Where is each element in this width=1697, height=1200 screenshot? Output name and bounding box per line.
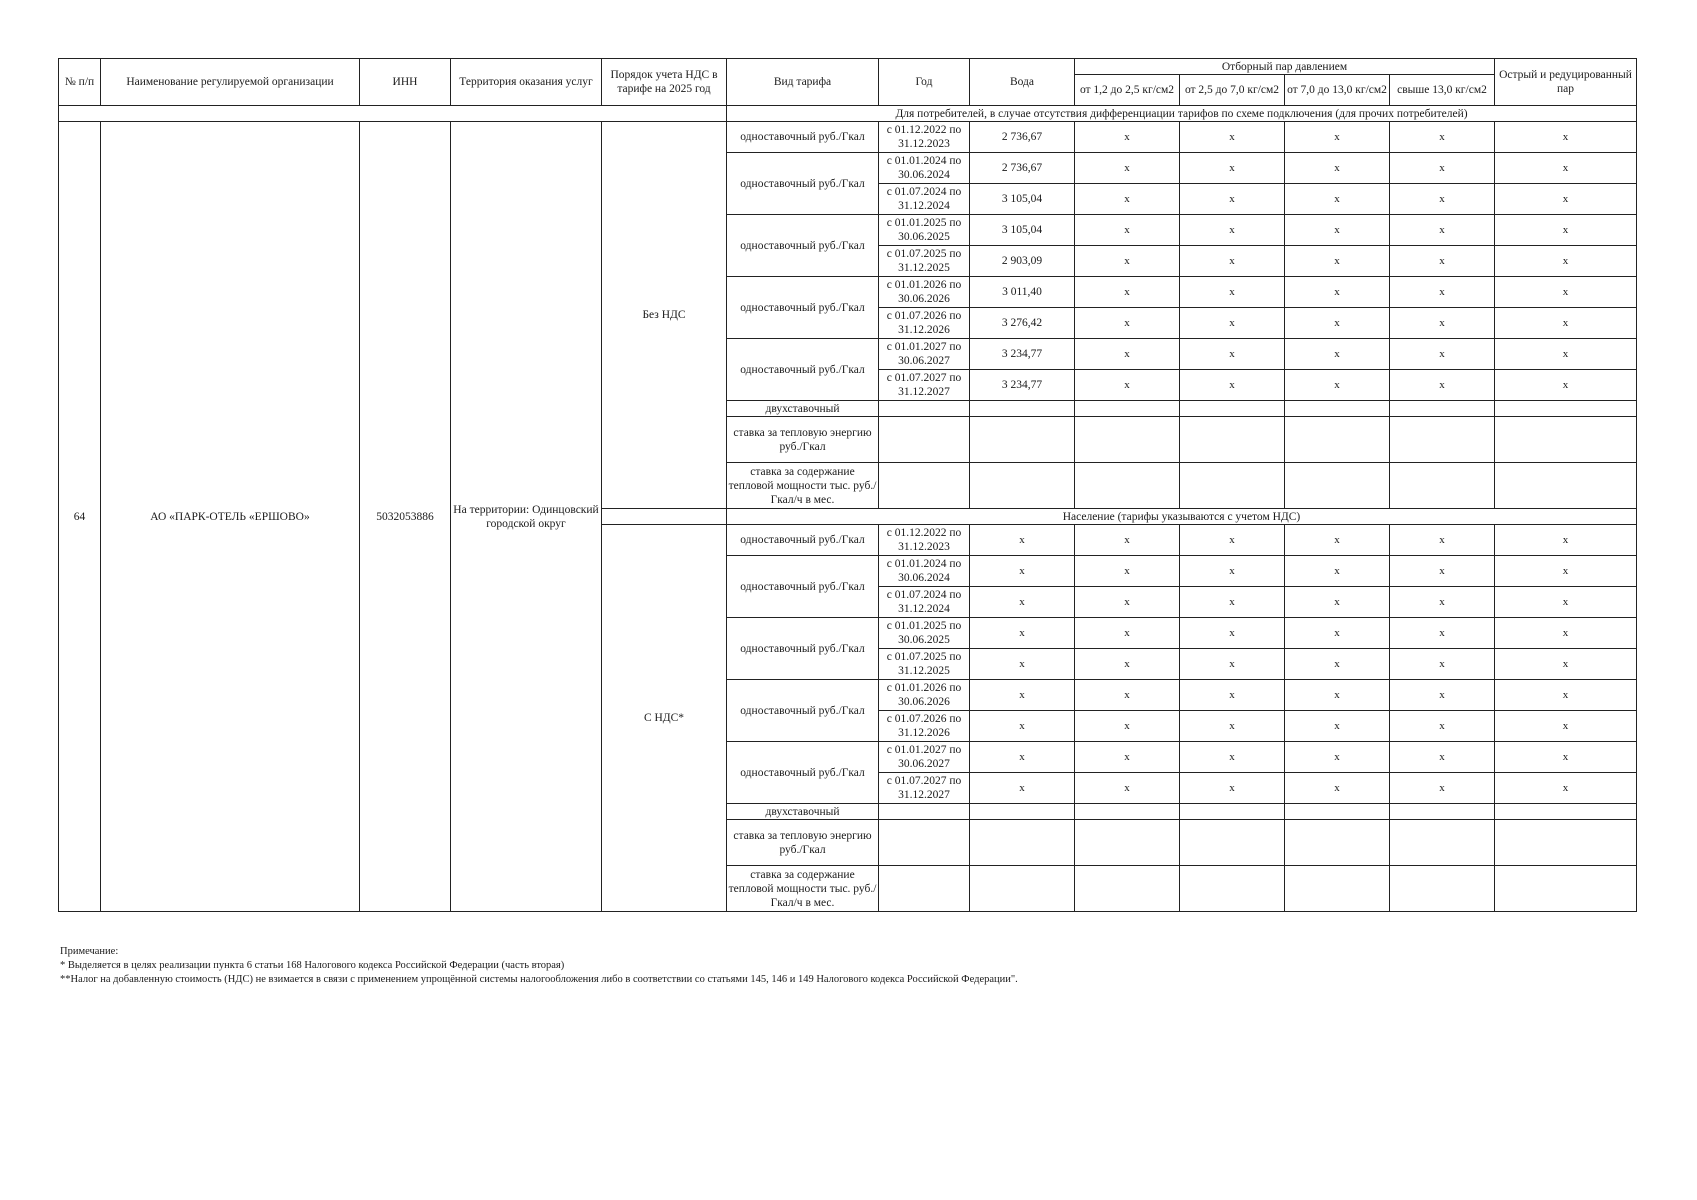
water-value: x <box>970 711 1075 742</box>
blank-cell <box>879 866 970 912</box>
blank-cell <box>1390 820 1495 866</box>
header-org: Наименование регулируемой организации <box>101 59 360 106</box>
period: с 01.01.2024 по 30.06.2024 <box>879 556 970 587</box>
water-value: x <box>970 618 1075 649</box>
empty-value: x <box>1285 649 1390 680</box>
period: с 01.01.2025 по 30.06.2025 <box>879 618 970 649</box>
empty-value: x <box>1390 370 1495 401</box>
blank-cell <box>1075 820 1180 866</box>
blank-cell <box>1390 401 1495 417</box>
water-value: 3 011,40 <box>970 277 1075 308</box>
empty-value: x <box>1390 122 1495 153</box>
header-steam-group: Отборный пар давлением <box>1075 59 1495 75</box>
empty-value: x <box>1390 153 1495 184</box>
empty-value: x <box>1075 773 1180 804</box>
empty-value: x <box>1075 339 1180 370</box>
empty-value: x <box>1180 370 1285 401</box>
empty-value: x <box>1180 711 1285 742</box>
rate-capacity: ставка за содержание тепловой мощности тыс. руб./Гкал/ч в мес. <box>727 866 879 912</box>
blank-cell <box>1075 417 1180 463</box>
empty-value: x <box>1180 215 1285 246</box>
blank-cell <box>1075 804 1180 820</box>
blank-cell <box>879 463 970 509</box>
section-blank <box>59 106 727 122</box>
empty-value: x <box>1390 184 1495 215</box>
water-value: 2 736,67 <box>970 153 1075 184</box>
water-value: x <box>970 773 1075 804</box>
empty-value: x <box>1495 649 1637 680</box>
blank-cell <box>1390 463 1495 509</box>
empty-value: x <box>1390 339 1495 370</box>
water-value: 3 234,77 <box>970 370 1075 401</box>
empty-value: x <box>1285 308 1390 339</box>
notes-title: Примечание: <box>60 946 119 957</box>
tariff-two-rate: двухставочный <box>727 804 879 820</box>
blank-cell <box>1075 401 1180 417</box>
empty-value: x <box>1180 773 1285 804</box>
blank-cell <box>879 417 970 463</box>
empty-value: x <box>1495 277 1637 308</box>
empty-value: x <box>1180 680 1285 711</box>
blank-cell <box>1075 866 1180 912</box>
empty-value: x <box>1285 680 1390 711</box>
org-territory: На территории: Одинцовский городской округ <box>451 122 602 912</box>
org-inn: 5032053886 <box>360 122 451 912</box>
empty-value: x <box>1390 215 1495 246</box>
empty-value: x <box>1075 308 1180 339</box>
blank-cell <box>1390 804 1495 820</box>
tariff-one-rate: одноставочный руб./Гкал <box>727 525 879 556</box>
empty-value: x <box>1285 215 1390 246</box>
empty-value: x <box>1180 184 1285 215</box>
tariff-one-rate: одноставочный руб./Гкал <box>727 742 879 804</box>
blank-cell <box>879 401 970 417</box>
tariff-table <box>58 58 1637 912</box>
blank-cell <box>1495 417 1637 463</box>
blank-cell <box>1495 804 1637 820</box>
empty-value: x <box>1285 711 1390 742</box>
blank-cell <box>1390 866 1495 912</box>
blank-cell <box>1495 866 1637 912</box>
period: с 01.07.2027 по 31.12.2027 <box>879 370 970 401</box>
empty-value: x <box>1285 184 1390 215</box>
blank-cell <box>1180 463 1285 509</box>
empty-value: x <box>1180 246 1285 277</box>
org-name: АО «ПАРК-ОТЕЛЬ «ЕРШОВО» <box>101 122 360 912</box>
empty-value: x <box>1390 618 1495 649</box>
section-population: Население (тарифы указываются с учетом НДС) <box>727 509 1637 525</box>
empty-value: x <box>1285 525 1390 556</box>
blank-cell <box>970 804 1075 820</box>
blank-cell <box>970 820 1075 866</box>
empty-value: x <box>1180 556 1285 587</box>
empty-value: x <box>1495 370 1637 401</box>
tariff-one-rate: одноставочный руб./Гкал <box>727 556 879 618</box>
water-value: 3 276,42 <box>970 308 1075 339</box>
empty-value: x <box>1075 649 1180 680</box>
period: с 01.12.2022 по 31.12.2023 <box>879 122 970 153</box>
empty-value: x <box>1495 587 1637 618</box>
empty-value: x <box>1285 246 1390 277</box>
section-other-consumers: Для потребителей, в случае отсутствия дифференциации тарифов по схеме подключения (для прочих потребителей) <box>727 106 1637 122</box>
header-inn: ИНН <box>360 59 451 106</box>
empty-value: x <box>1285 122 1390 153</box>
empty-value: x <box>1495 153 1637 184</box>
empty-value: x <box>1495 339 1637 370</box>
empty-value: x <box>1180 339 1285 370</box>
water-value: x <box>970 680 1075 711</box>
empty-value: x <box>1180 649 1285 680</box>
empty-value: x <box>1390 246 1495 277</box>
blank-cell <box>1495 820 1637 866</box>
blank-cell <box>970 463 1075 509</box>
empty-value: x <box>1075 215 1180 246</box>
empty-value: x <box>1180 742 1285 773</box>
empty-value: x <box>1285 618 1390 649</box>
empty-value: x <box>1075 618 1180 649</box>
period: с 01.01.2025 по 30.06.2025 <box>879 215 970 246</box>
notes <box>60 945 1018 987</box>
empty-value: x <box>1075 742 1180 773</box>
period: с 01.07.2024 по 31.12.2024 <box>879 587 970 618</box>
blank-cell <box>970 401 1075 417</box>
empty-value: x <box>1075 587 1180 618</box>
vat-with: С НДС* <box>602 525 727 912</box>
blank-cell <box>1180 417 1285 463</box>
period: с 01.01.2026 по 30.06.2026 <box>879 277 970 308</box>
empty-value: x <box>1285 742 1390 773</box>
header-num: № п/п <box>59 59 101 106</box>
water-value: x <box>970 742 1075 773</box>
tariff-one-rate: одноставочный руб./Гкал <box>727 215 879 277</box>
blank-cell <box>1180 866 1285 912</box>
blank-cell <box>879 820 970 866</box>
empty-value: x <box>1075 246 1180 277</box>
empty-value: x <box>1495 556 1637 587</box>
period: с 01.07.2025 по 31.12.2025 <box>879 246 970 277</box>
period: с 01.12.2022 по 31.12.2023 <box>879 525 970 556</box>
empty-value: x <box>1075 277 1180 308</box>
rate-capacity: ставка за содержание тепловой мощности тыс. руб./Гкал/ч в мес. <box>727 463 879 509</box>
empty-value: x <box>1180 277 1285 308</box>
water-value: 2 903,09 <box>970 246 1075 277</box>
water-value: x <box>970 649 1075 680</box>
tariff-two-rate: двухставочный <box>727 401 879 417</box>
blank-cell <box>1075 463 1180 509</box>
blank-cell <box>970 417 1075 463</box>
period: с 01.07.2027 по 31.12.2027 <box>879 773 970 804</box>
empty-value: x <box>1390 556 1495 587</box>
empty-value: x <box>1495 246 1637 277</box>
period: с 01.01.2027 по 30.06.2027 <box>879 742 970 773</box>
blank-cell <box>1180 401 1285 417</box>
empty-value: x <box>1495 680 1637 711</box>
empty-value: x <box>1075 122 1180 153</box>
tariff-one-rate: одноставочный руб./Гкал <box>727 122 879 153</box>
empty-value: x <box>1285 339 1390 370</box>
empty-value: x <box>1495 742 1637 773</box>
tariff-one-rate: одноставочный руб./Гкал <box>727 339 879 401</box>
empty-value: x <box>1180 618 1285 649</box>
header-water: Вода <box>970 59 1075 106</box>
empty-value: x <box>1075 184 1180 215</box>
empty-value: x <box>1075 556 1180 587</box>
water-value: 2 736,67 <box>970 122 1075 153</box>
empty-value: x <box>1180 587 1285 618</box>
empty-value: x <box>1390 587 1495 618</box>
water-value: 3 105,04 <box>970 215 1075 246</box>
empty-value: x <box>1180 308 1285 339</box>
header-steam-2: от 2,5 до 7,0 кг/см2 <box>1180 75 1285 106</box>
water-value: x <box>970 556 1075 587</box>
header-steam-3: от 7,0 до 13,0 кг/см2 <box>1285 75 1390 106</box>
section-blank <box>602 509 727 525</box>
empty-value: x <box>1285 773 1390 804</box>
water-value: 3 105,04 <box>970 184 1075 215</box>
blank-cell <box>1285 417 1390 463</box>
empty-value: x <box>1495 215 1637 246</box>
empty-value: x <box>1390 742 1495 773</box>
empty-value: x <box>1495 618 1637 649</box>
header-vat-order: Порядок учета НДС в тарифе на 2025 год <box>602 59 727 106</box>
empty-value: x <box>1180 525 1285 556</box>
empty-value: x <box>1180 153 1285 184</box>
empty-value: x <box>1390 773 1495 804</box>
header-territory: Территория оказания услуг <box>451 59 602 106</box>
blank-cell <box>1285 804 1390 820</box>
empty-value: x <box>1390 711 1495 742</box>
period: с 01.07.2025 по 31.12.2025 <box>879 649 970 680</box>
blank-cell <box>1285 866 1390 912</box>
empty-value: x <box>1285 556 1390 587</box>
tariff-one-rate: одноставочный руб./Гкал <box>727 153 879 215</box>
note-1: * Выделяется в целях реализации пункта 6 статьи 168 Налогового кодекса Российской Федерации (часть вторая) <box>60 960 565 971</box>
empty-value: x <box>1390 277 1495 308</box>
empty-value: x <box>1495 184 1637 215</box>
blank-cell <box>970 866 1075 912</box>
header-year: Год <box>879 59 970 106</box>
tariff-one-rate: одноставочный руб./Гкал <box>727 680 879 742</box>
header-sharp-steam: Острый и редуцированный пар <box>1495 59 1637 106</box>
blank-cell <box>1285 401 1390 417</box>
tariff-one-rate: одноставочный руб./Гкал <box>727 618 879 680</box>
period: с 01.07.2026 по 31.12.2026 <box>879 308 970 339</box>
water-value: x <box>970 525 1075 556</box>
empty-value: x <box>1495 308 1637 339</box>
blank-cell <box>1390 417 1495 463</box>
empty-value: x <box>1180 122 1285 153</box>
empty-value: x <box>1495 525 1637 556</box>
blank-cell <box>1285 463 1390 509</box>
header-tariff-type: Вид тарифа <box>727 59 879 106</box>
water-value: x <box>970 587 1075 618</box>
blank-cell <box>1495 401 1637 417</box>
header-steam-4: свыше 13,0 кг/см2 <box>1390 75 1495 106</box>
empty-value: x <box>1495 122 1637 153</box>
blank-cell <box>1180 820 1285 866</box>
empty-value: x <box>1285 587 1390 618</box>
empty-value: x <box>1390 525 1495 556</box>
blank-cell <box>1285 820 1390 866</box>
period: с 01.07.2024 по 31.12.2024 <box>879 184 970 215</box>
empty-value: x <box>1390 680 1495 711</box>
blank-cell <box>1180 804 1285 820</box>
rate-energy: ставка за тепловую энергию руб./Гкал <box>727 417 879 463</box>
period: с 01.01.2027 по 30.06.2027 <box>879 339 970 370</box>
tariff-one-rate: одноставочный руб./Гкал <box>727 277 879 339</box>
empty-value: x <box>1285 153 1390 184</box>
empty-value: x <box>1075 153 1180 184</box>
empty-value: x <box>1285 370 1390 401</box>
vat-without: Без НДС <box>602 122 727 509</box>
period: с 01.01.2026 по 30.06.2026 <box>879 680 970 711</box>
empty-value: x <box>1075 525 1180 556</box>
empty-value: x <box>1390 308 1495 339</box>
blank-cell <box>1495 463 1637 509</box>
rate-energy: ставка за тепловую энергию руб./Гкал <box>727 820 879 866</box>
period: с 01.07.2026 по 31.12.2026 <box>879 711 970 742</box>
empty-value: x <box>1075 711 1180 742</box>
empty-value: x <box>1075 370 1180 401</box>
note-2: **Налог на добавленную стоимость (НДС) не взимается в связи с применением упрощённой системы налогообложения либо в соответствии со статьями 145, 146 и 149 Налогового кодекса Российской Федерации". <box>60 974 1018 985</box>
empty-value: x <box>1075 680 1180 711</box>
water-value: 3 234,77 <box>970 339 1075 370</box>
empty-value: x <box>1390 649 1495 680</box>
period: с 01.01.2024 по 30.06.2024 <box>879 153 970 184</box>
empty-value: x <box>1285 277 1390 308</box>
empty-value: x <box>1495 773 1637 804</box>
header-steam-1: от 1,2 до 2,5 кг/см2 <box>1075 75 1180 106</box>
org-num: 64 <box>59 122 101 912</box>
blank-cell <box>879 804 970 820</box>
empty-value: x <box>1495 711 1637 742</box>
